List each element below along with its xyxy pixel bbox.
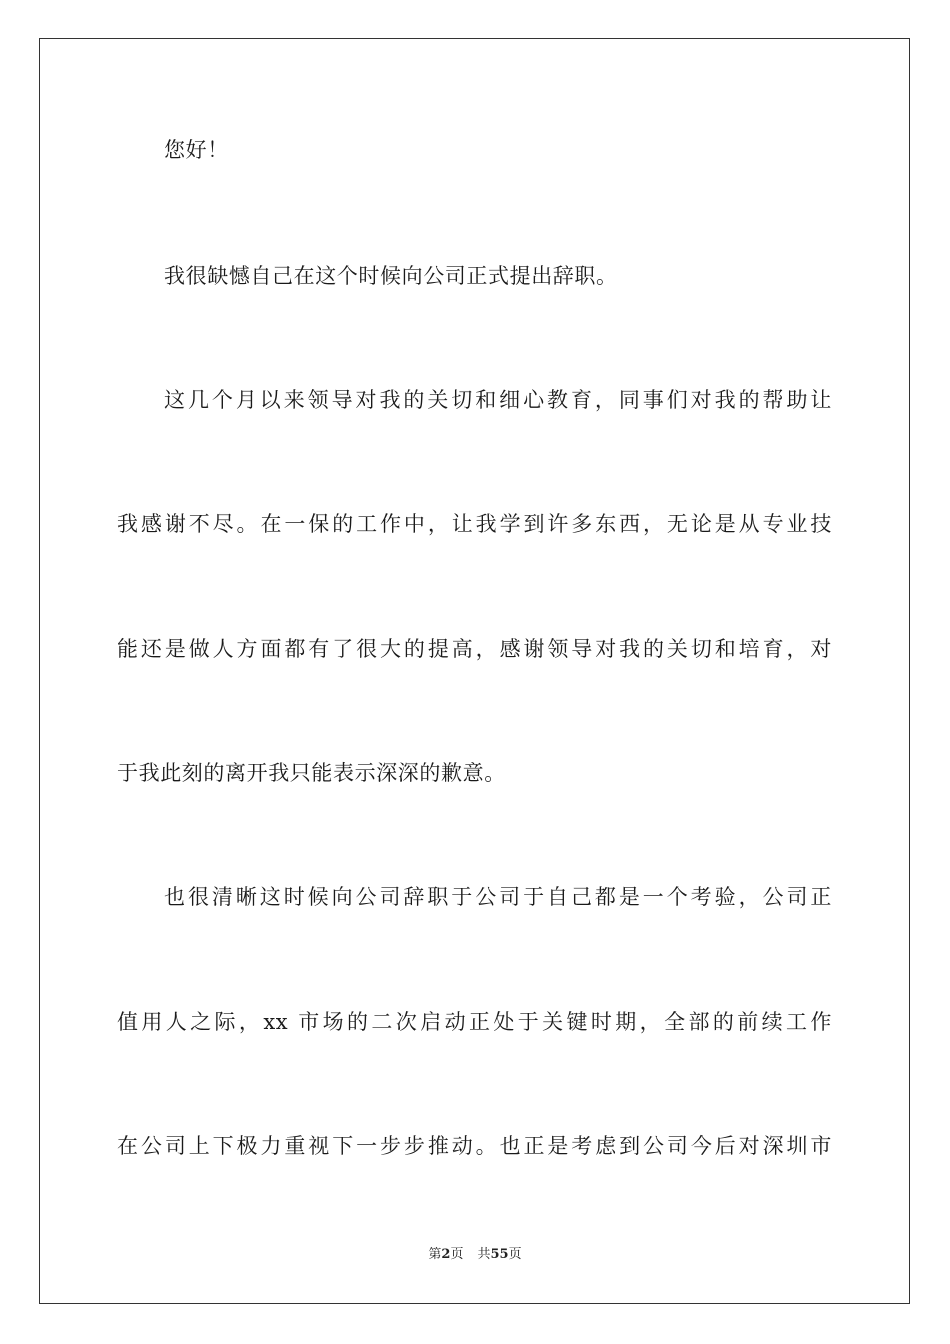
paragraph-line: 能还是做人方面都有了很大的提高，感谢领导对我的关切和培育，对 xyxy=(117,637,832,661)
page-footer xyxy=(0,1246,950,1264)
page-border xyxy=(39,38,910,1304)
paragraph-line: 值用人之际，xx 市场的二次启动正处于关键时期，全部的前续工作 xyxy=(117,1010,832,1034)
greeting-line: 您好！ xyxy=(164,138,229,162)
paragraph-line: 也很清晰这时候向公司辞职于公司于自己都是一个考验，公司正 xyxy=(164,885,832,909)
page-current-number: 2 xyxy=(441,1247,451,1262)
total-prefix: 共 xyxy=(477,1247,491,1262)
page-total-number: 55 xyxy=(490,1247,509,1262)
paragraph-line: 于我此刻的离开我只能表示深深的歉意。 xyxy=(117,761,506,785)
paragraph-line: 在公司上下极力重视下一步步推动。也正是考虑到公司今后对深圳市 xyxy=(117,1134,832,1158)
page-suffix: 页 xyxy=(450,1247,464,1262)
paragraph-line: 这几个月以来领导对我的关切和细心教育，同事们对我的帮助让 xyxy=(164,388,832,412)
paragraph-line: 我感谢不尽。在一保的工作中，让我学到许多东西，无论是从专业技 xyxy=(117,512,832,536)
page-prefix: 第 xyxy=(428,1247,442,1262)
paragraph-line: 我很缺憾自己在这个时候向公司正式提出辞职。 xyxy=(164,264,618,288)
total-suffix: 页 xyxy=(508,1247,522,1262)
